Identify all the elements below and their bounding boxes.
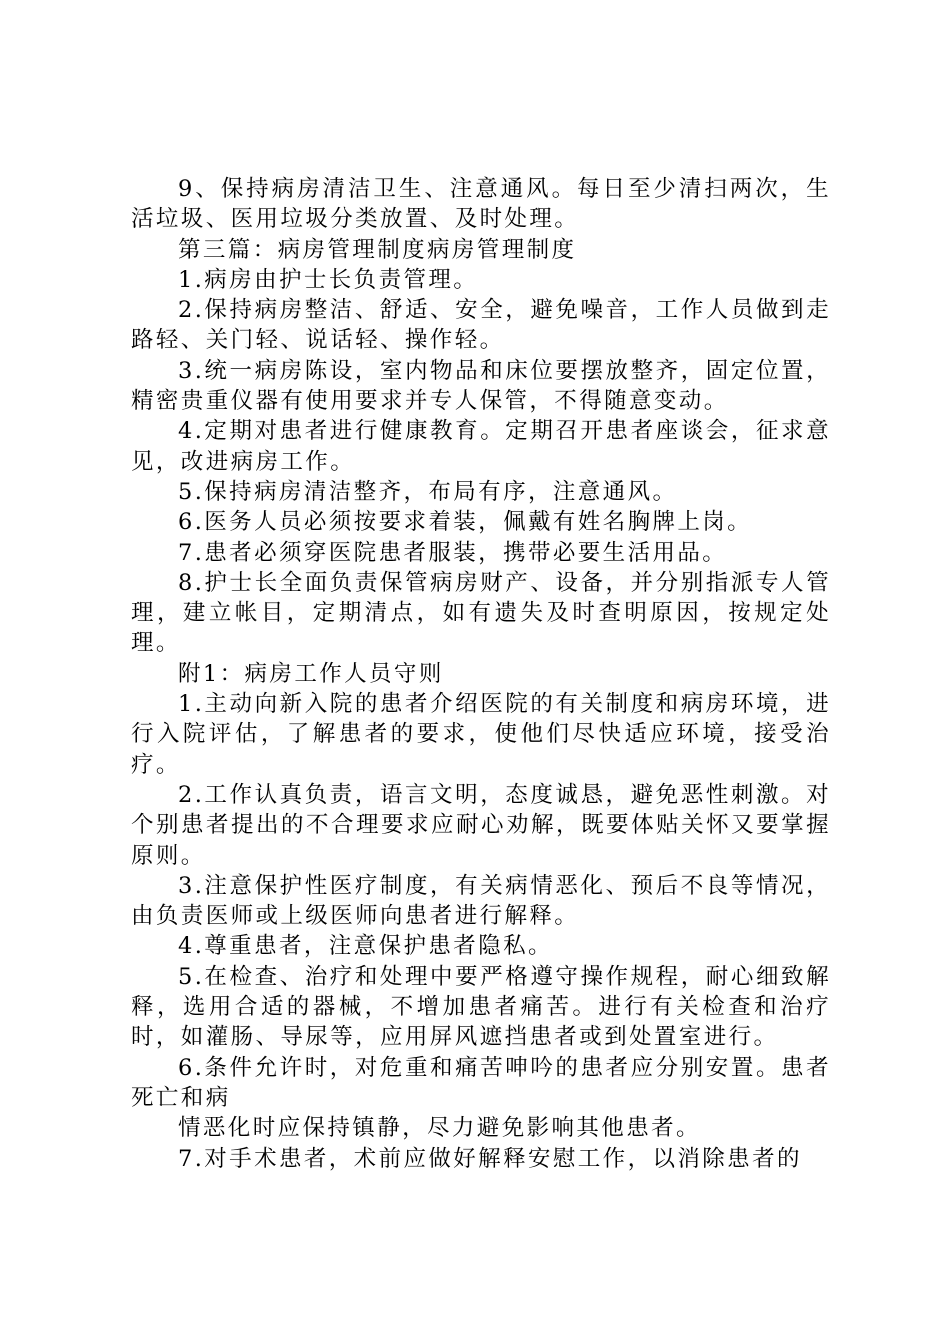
rule-item-3: 3.统一病房陈设，室内物品和床位要摆放整齐，固定位置，精密贵重仪器有使用要求并专人保管，不得随意变动。 (131, 357, 831, 415)
appendix-item-1: 1.主动向新入院的患者介绍医院的有关制度和病房环境，进行入院评估，了解患者的要求，使他们尽快适应环境，接受治疗。 (131, 691, 831, 778)
document-page (131, 174, 831, 1174)
rule-item-7: 7.患者必须穿医院患者服装，携带必要生活用品。 (178, 539, 728, 566)
appendix-item-7: 7.对手术患者，术前应做好解释安慰工作，以消除患者的 (178, 1145, 802, 1172)
section-heading-part-3: 第三篇：病房管理制度病房管理制度 (178, 236, 577, 263)
rule-item-5: 5.保持病房清洁整齐，布局有序，注意通风。 (178, 478, 678, 505)
paragraph-item-9: 9、保持病房清洁卫生、注意通风。每日至少清扫两次，生活垃圾、医用垃圾分类放置、及时处理。 (131, 176, 831, 233)
rule-item-6: 6.医务人员必须按要求着装，佩戴有姓名胸牌上岗。 (178, 509, 753, 536)
rule-item-4: 4.定期对患者进行健康教育。定期召开患者座谈会，征求意见，改进病房工作。 (131, 418, 831, 475)
appendix-heading: 附1：病房工作人员守则 (178, 660, 444, 687)
appendix-item-6-continued: 情恶化时应保持镇静，尽力避免影响其他患者。 (178, 1115, 701, 1142)
rule-item-8: 8.护士长全面负责保管病房财产、设备，并分别指派专人管理，建立帐目，定期清点，如有遗失及时查明原因，按规定处理。 (131, 569, 831, 657)
rule-item-2: 2.保持病房整洁、舒适、安全，避免噪音，工作人员做到走路轻、关门轻、说话轻、操作轻。 (131, 297, 831, 354)
rule-item-1: 1.病房由护士长负责管理。 (178, 266, 479, 293)
appendix-item-5: 5.在检查、治疗和处理中要严格遵守操作规程，耐心细致解释，选用合适的器械，不增加患者痛苦。进行有关检查和治疗时，如灌肠、导尿等，应用屏风遮挡患者或到处置室进行。 (131, 963, 831, 1051)
appendix-item-4: 4.尊重患者，注意保护患者隐私。 (178, 933, 553, 960)
appendix-item-3: 3.注意保护性医疗制度，有关病情恶化、预后不良等情况，由负责医师或上级医师向患者进行解释。 (131, 872, 831, 930)
appendix-item-6: 6.条件允许时，对危重和痛苦呻吟的患者应分别安置。患者死亡和病 (131, 1054, 831, 1111)
appendix-item-2: 2.工作认真负责，语言文明，态度诚恳，避免恶性刺激。对个别患者提出的不合理要求应耐心劝解，既要体贴关怀又要掌握原则。 (131, 781, 831, 869)
